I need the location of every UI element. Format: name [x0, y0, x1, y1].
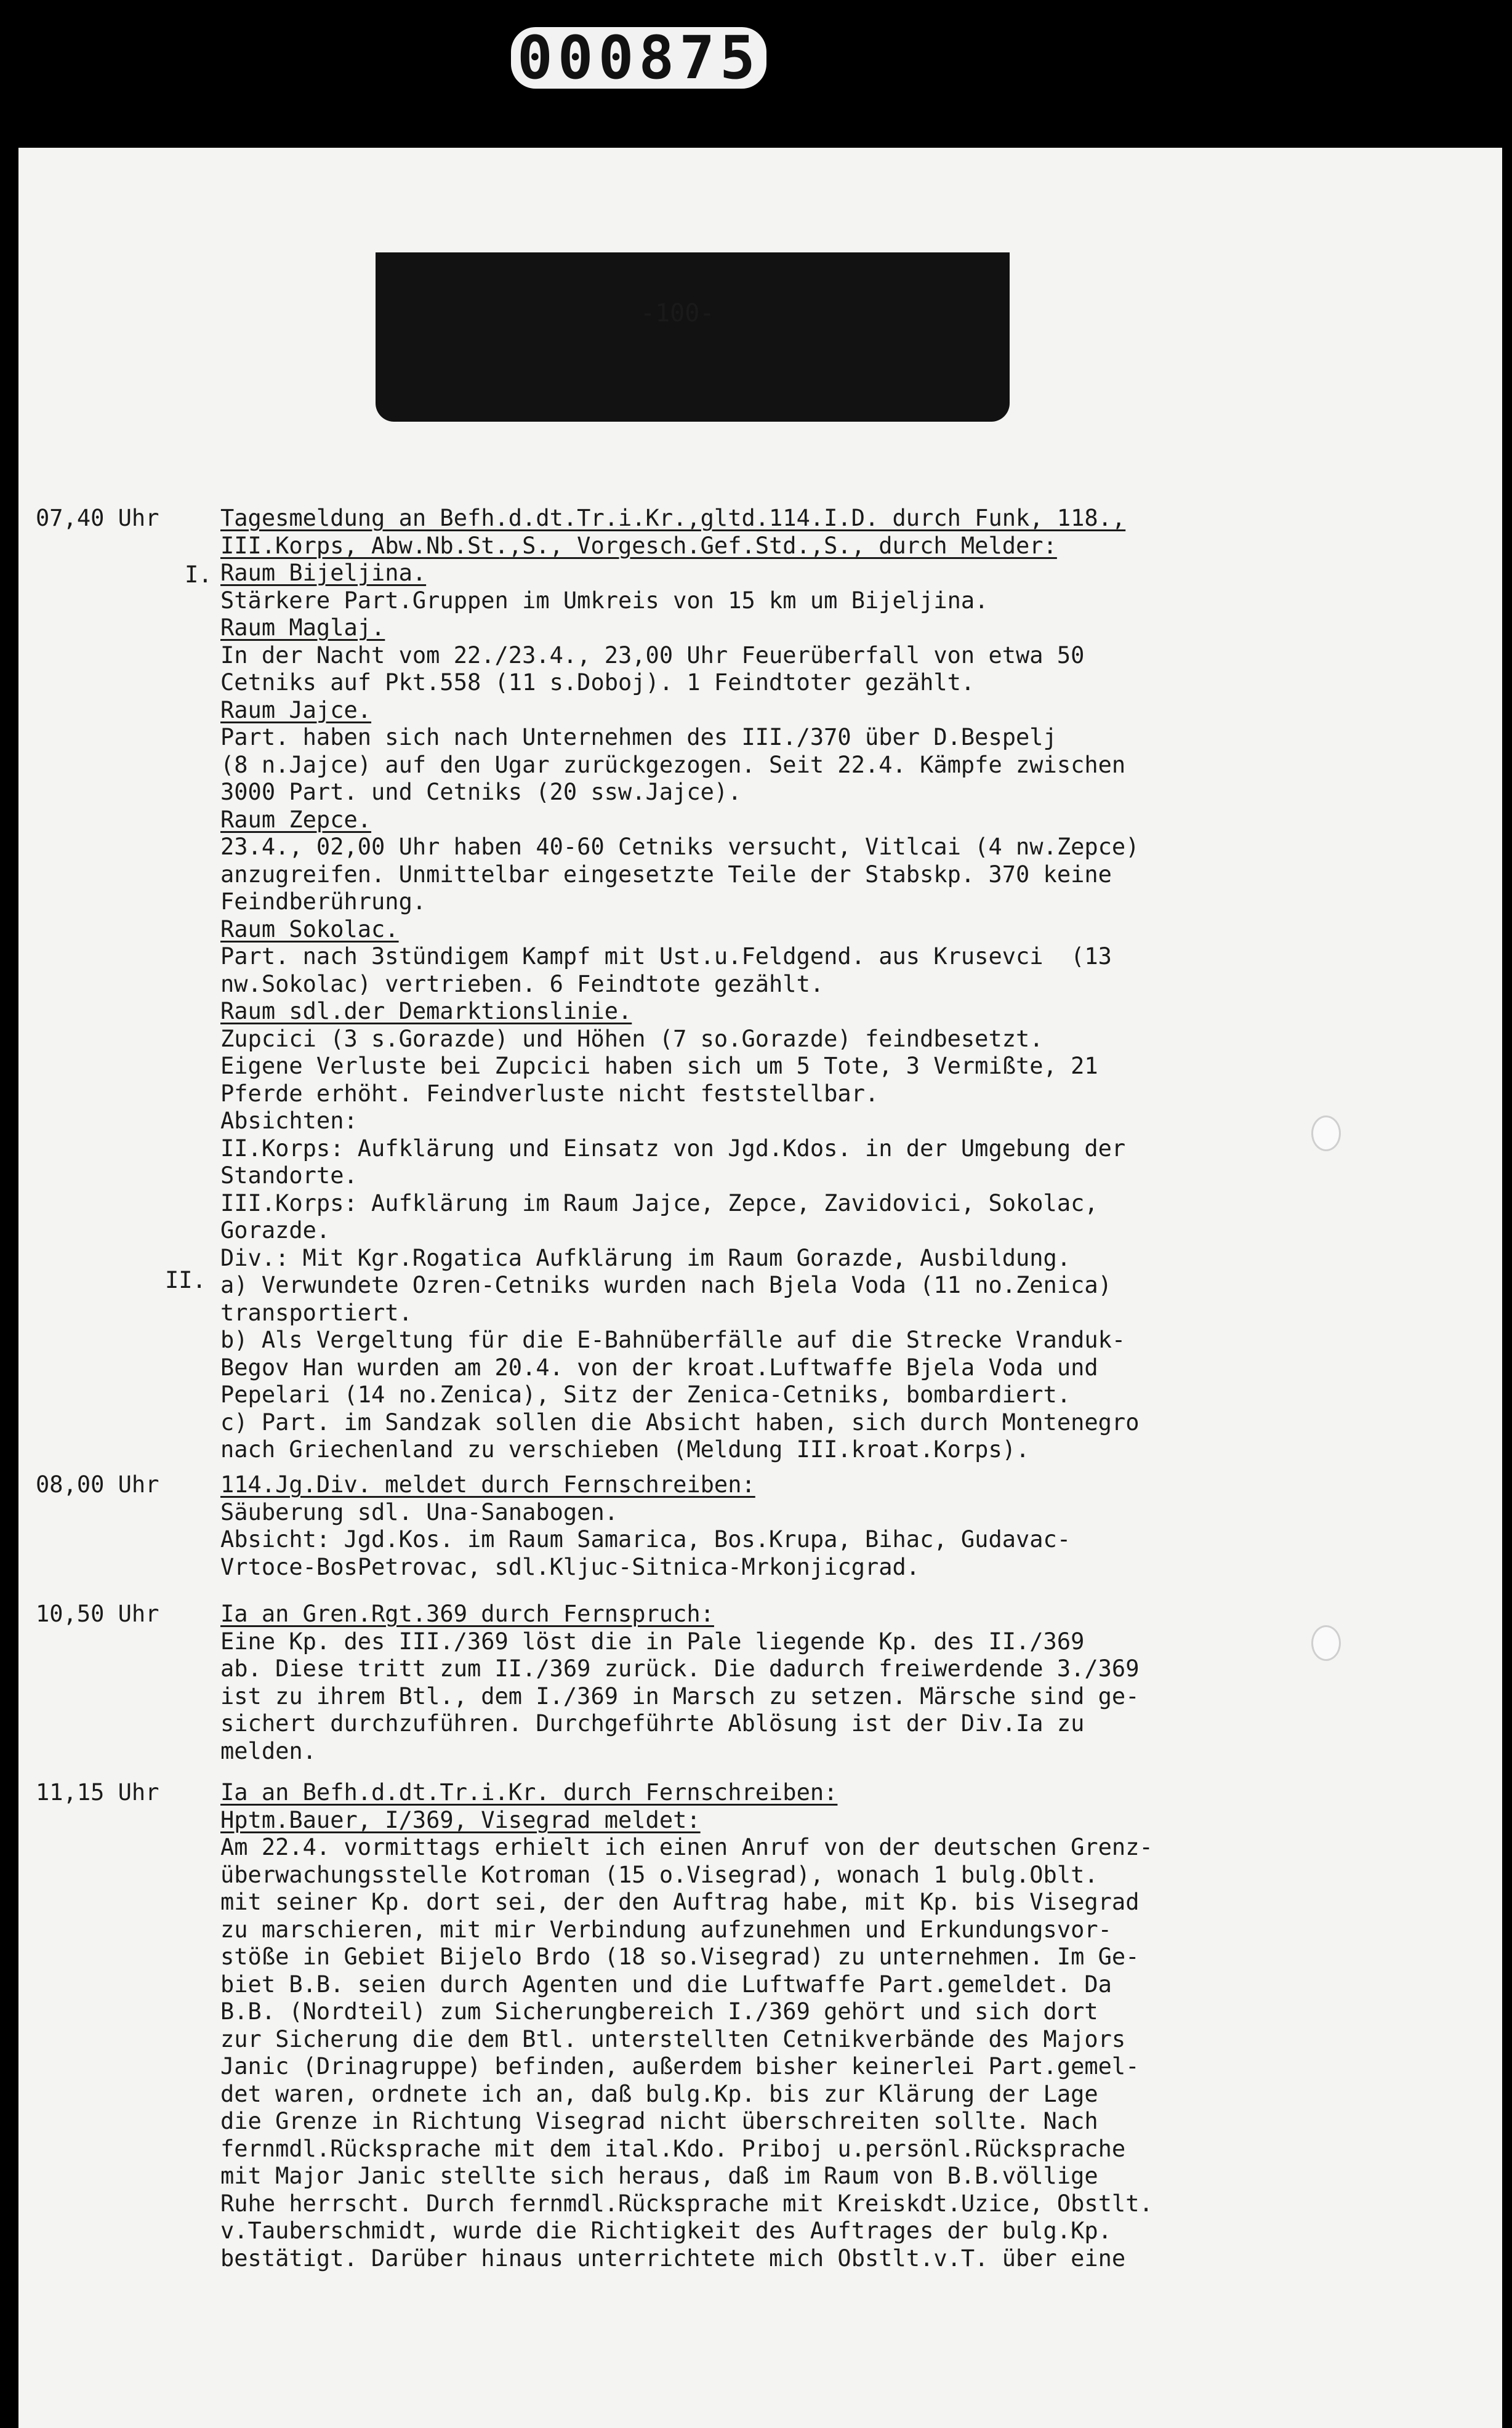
- text-line: biet B.B. seien durch Agenten und die Luftwaffe Part.gemeldet. Da: [220, 1971, 1112, 1998]
- text-line: Ruhe herrscht. Durch fernmdl.Rücksprache mit Kreiskdt.Uzice, Obstlt.: [220, 2190, 1153, 2217]
- text-line: ist zu ihrem Btl., dem I./369 in Marsch zu setzen. Märsche sind ge-: [220, 1682, 1140, 1710]
- text-line: zu marschieren, mit mir Verbindung aufzunehmen und Erkundungsvor-: [220, 1916, 1112, 1943]
- entry-body: [220, 1471, 1378, 1581]
- text-line: c) Part. im Sandzak sollen die Absicht haben, sich durch Montenegro: [220, 1409, 1140, 1436]
- text-line: zur Sicherung die dem Btl. unterstellten Cetnikverbände des Majors: [220, 2025, 1126, 2052]
- text-line: Eine Kp. des III./369 löst die in Pale liegende Kp. des II./369: [220, 1628, 1085, 1655]
- text-line: fernmdl.Rücksprache mit dem ital.Kdo. Priboj u.persönl.Rücksprache: [220, 2135, 1126, 2162]
- page-number: -100-: [640, 299, 715, 328]
- archive-stamp-number: 000875: [511, 27, 766, 89]
- text-line: III.Korps: Aufklärung im Raum Jajce, Zepce, Zavidovici, Sokolac,: [220, 1189, 1098, 1216]
- text-line: B.B. (Nordteil) zum Sicherungbereich I./369 gehört und sich dort: [220, 1998, 1098, 2025]
- text-line: nach Griechenland zu verschieben (Meldung III.kroat.Korps).: [220, 1436, 1030, 1463]
- text-line: Part. haben sich nach Unternehmen des III./370 über D.Bespelj: [220, 724, 1057, 750]
- entry-time: 10,50 Uhr: [36, 1601, 159, 1627]
- text-line: v.Tauberschmidt, wurde die Richtigkeit des Auftrages der bulg.Kp.: [220, 2217, 1112, 2244]
- text-line: überwachungsstelle Kotroman (15 o.Visegrad), wonach 1 bulg.Oblt.: [220, 1861, 1098, 1888]
- text-line: Gorazde.: [220, 1217, 331, 1244]
- text-line: (8 n.Jajce) auf den Ugar zurückgezogen. Seit 22.4. Kämpfe zwischen: [220, 751, 1126, 778]
- section-heading: Ia an Befh.d.dt.Tr.i.Kr. durch Fernschreiben:: [220, 1779, 838, 1806]
- text-line: Begov Han wurden am 20.4. von der kroat.Luftwaffe Bjela Voda und: [220, 1354, 1098, 1381]
- entry-time: 11,15 Uhr: [36, 1779, 159, 1806]
- text-line: Part. nach 3stündigem Kampf mit Ust.u.Feldgend. aus Krusevci (13: [220, 943, 1112, 970]
- section-heading: Raum sdl.der Demarktionslinie.: [220, 998, 632, 1024]
- text-line: melden.: [220, 1737, 316, 1764]
- section-heading: Tagesmeldung an Befh.d.dt.Tr.i.Kr.,gltd.114.I.D. durch Funk, 118.,: [220, 505, 1126, 531]
- section-heading: 114.Jg.Div. meldet durch Fernschreiben:: [220, 1471, 755, 1498]
- text-line: Zupcici (3 s.Gorazde) und Höhen (7 so.Gorazde) feindbesetzt.: [220, 1025, 1044, 1052]
- text-line: 3000 Part. und Cetniks (20 ssw.Jajce).: [220, 779, 742, 805]
- section-heading: Raum Jajce.: [220, 696, 372, 723]
- text-line: Absicht: Jgd.Kos. im Raum Samarica, Bos.Krupa, Bihac, Gudavac-: [220, 1526, 1071, 1553]
- text-line: 23.4., 02,00 Uhr haben 40-60 Cetniks versucht, Vitlcai (4 nw.Zepce): [220, 834, 1140, 860]
- text-line: Pferde erhöht. Feindverluste nicht feststellbar.: [220, 1080, 879, 1107]
- text-line: Feindberührung.: [220, 888, 427, 915]
- text-line: die Grenze in Richtung Visegrad nicht überschreiten sollte. Nach: [220, 2108, 1098, 2134]
- text-line: sichert durchzuführen. Durchgeführte Ablösung ist der Div.Ia zu: [220, 1710, 1085, 1737]
- text-line: Div.: Mit Kgr.Rogatica Aufklärung im Raum Gorazde, Ausbildung.: [220, 1244, 1071, 1271]
- text-line: transportiert.: [220, 1299, 412, 1326]
- text-line: Eigene Verluste bei Zupcici haben sich um 5 Tote, 3 Vermißte, 21: [220, 1053, 1098, 1079]
- section-heading: Hptm.Bauer, I/369, Visegrad meldet:: [220, 1806, 701, 1833]
- text-line: mit seiner Kp. dort sei, der den Auftrag habe, mit Kp. bis Visegrad: [220, 1889, 1140, 1915]
- text-line: Vrtoce-BosPetrovac, sdl.Kljuc-Sitnica-Mrkonjicgrad.: [220, 1553, 920, 1580]
- entry-body: [220, 1601, 1378, 1765]
- text-line: Am 22.4. vormittags erhielt ich einen Anruf von der deutschen Grenz-: [220, 1834, 1153, 1860]
- text-line: Cetniks auf Pkt.558 (11 s.Doboj). 1 Feindtoter gezählt.: [220, 669, 975, 696]
- text-line: mit Major Janic stellte sich heraus, daß im Raum von B.B.völlige: [220, 2163, 1098, 2189]
- text-line: Standorte.: [220, 1162, 358, 1189]
- section-heading: Ia an Gren.Rgt.369 durch Fernspruch:: [220, 1601, 714, 1627]
- text-line: Stärkere Part.Gruppen im Umkreis von 15 km um Bijeljina.: [220, 587, 989, 614]
- text-line: Janic (Drinagruppe) befinden, außerdem bisher keinerlei Part.gemel-: [220, 2053, 1140, 2080]
- text-line: Säuberung sdl. Una-Sanabogen.: [220, 1498, 619, 1526]
- text-line: bestätigt. Darüber hinaus unterrichtete mich Obstlt.v.T. über eine: [220, 2245, 1126, 2272]
- text-line: II.Korps: Aufklärung und Einsatz von Jgd.Kdos. in der Umgebung der: [220, 1135, 1126, 1162]
- text-line: det waren, ordnete ich an, daß bulg.Kp. bis zur Klärung der Lage: [220, 2080, 1098, 2107]
- margin-number-2: II.: [165, 1267, 206, 1293]
- text-line: nw.Sokolac) vertrieben. 6 Feindtote gezählt.: [220, 970, 824, 997]
- text-line: Absichten:: [220, 1107, 358, 1134]
- text-line: stöße in Gebiet Bijelo Brdo (18 so.Visegrad) zu unternehmen. Im Ge-: [220, 1944, 1140, 1970]
- section-heading: III.Korps, Abw.Nb.St.,S., Vorgesch.Gef.Std.,S., durch Melder:: [220, 532, 1057, 559]
- section-heading: Raum Zepce.: [220, 806, 372, 833]
- text-line: b) Als Vergeltung für die E-Bahnüberfälle auf die Strecke Vranduk-: [220, 1327, 1126, 1353]
- text-line: Pepelari (14 no.Zenica), Sitz der Zenica-Cetniks, bombardiert.: [220, 1381, 1071, 1408]
- entry-time: 07,40 Uhr: [36, 505, 159, 531]
- section-heading: Raum Maglaj.: [220, 614, 385, 641]
- entry-time: 08,00 Uhr: [36, 1471, 159, 1498]
- entry-body: [220, 505, 1378, 1464]
- text-line: a) Verwundete Ozren-Cetniks wurden nach Bjela Voda (11 no.Zenica): [220, 1272, 1112, 1298]
- text-line: In der Nacht vom 22./23.4., 23,00 Uhr Feuerüberfall von etwa 50: [220, 641, 1085, 669]
- section-heading: Raum Sokolac.: [220, 915, 399, 943]
- text-line: anzugreifen. Unmittelbar eingesetzte Teile der Stabskp. 370 keine: [220, 861, 1112, 888]
- entry-body: [220, 1779, 1378, 2272]
- section-heading: Raum Bijeljina.: [220, 560, 427, 586]
- text-line: ab. Diese tritt zum II./369 zurück. Die dadurch freiwerdende 3./369: [220, 1655, 1140, 1682]
- margin-number-1: I.: [185, 561, 212, 588]
